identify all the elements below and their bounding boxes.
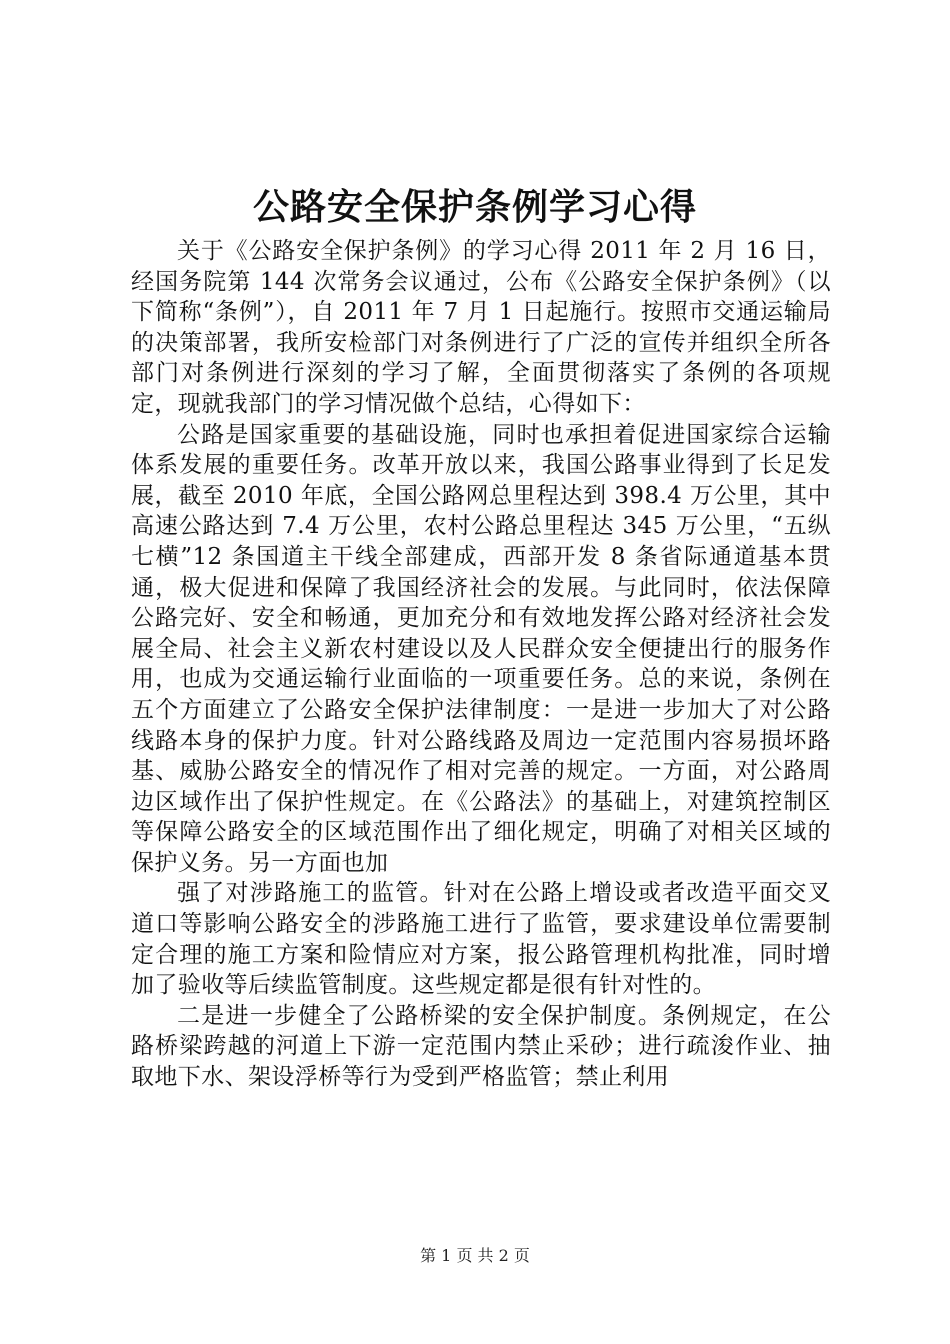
paragraph-intro: 关于《公路安全保护条例》的学习心得 2011 年 2 月 16 日，经国务院第 144 次常务会议通过，公布《公路安全保护条例》（以下简称“条例”），自 2011 年 7 月 1 日起施行。按照市交通运输局的决策部署，我所安检部门对条例进行了广泛的宣传并组织全所各部门对条例进行深刻的学习了解，全面贯彻落实了条例的各项规定，现就我部门的学习情况做个总结，心得如下： <box>131 238 831 417</box>
paragraph-construction-supervision: 强了对涉路施工的监管。针对在公路上增设或者改造平面交叉道口等影响公路安全的涉路施工进行了监管，要求建设单位需要制定合理的施工方案和险情应对方案，报公路管理机构批准，同时增加了验收等后续监管制度。这些规定都是很有针对性的。 <box>131 880 831 999</box>
paragraph-bridge-protection: 二是进一步健全了公路桥梁的安全保护制度。条例规定，在公路桥梁跨越的河道上下游一定范围内禁止采砂；进行疏浚作业、抽取地下水、架设浮桥等行为受到严格监管；禁止利用 <box>131 1002 831 1091</box>
document-title: 公路安全保护条例学习心得 <box>252 187 697 228</box>
page-footer: 第 1 页 共 2 页 <box>420 1246 530 1265</box>
document-body <box>131 236 831 1093</box>
paragraph-highway-background: 公路是国家重要的基础设施，同时也承担着促进国家综合运输体系发展的重要任务。改革开放以来，我国公路事业得到了长足发展，截至 2010 年底，全国公路网总里程达到 398.4 万公里，其中高速公路达到 7.4 万公里，农村公路总里程达 345 万公里，“五纵七横”12 条国道主干线全部建成，西部开发 8 条省际通道基本贯通，极大促进和保障了我国经济社会的发展。与此同时，依法保障公路完好、安全和畅通，更加充分和有效地发挥公路对经济社会发展全局、社会主义新农村建设以及人民群众安全便捷出行的服务作用，也成为交通运输行业面临的一项重要任务。总的来说，条例在五个方面建立了公路安全保护法律制度：一是进一步加大了对公路线路本身的保护力度。针对公路线路及周边一定范围内容易损坏路基、威胁公路安全的情况作了相对完善的规定。一方面，对公路周边区域作出了保护性规定。在《公路法》的基础上，对建筑控制区等保障公路安全的区域范围作出了细化规定，明确了对相关区域的保护义务。另一方面也加 <box>131 421 831 876</box>
